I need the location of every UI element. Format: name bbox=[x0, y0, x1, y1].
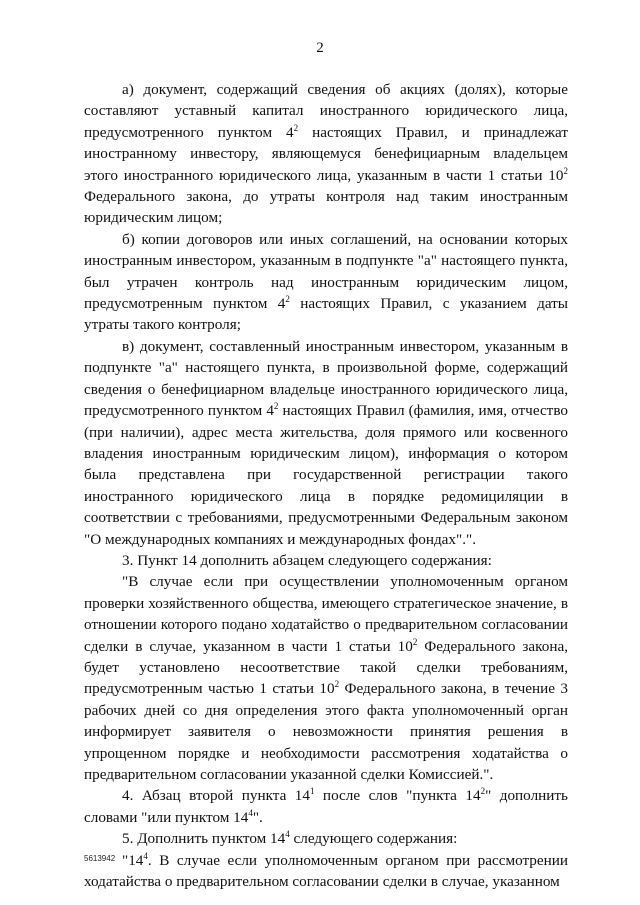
superscript: 2 bbox=[285, 294, 290, 305]
page-number: 2 bbox=[316, 40, 324, 56]
text-run: настоящих Правил, с указанием даты утраты такого контроля; bbox=[84, 295, 569, 334]
text-run: а) документ, содержащий сведения об акциях (долях), которые составляют уставный капитал иностранного юридического лица, предусмотренного пунктом 4 bbox=[84, 81, 568, 141]
superscript: 4 bbox=[248, 807, 253, 818]
text-run: Федерального закона, будет установлено несоответствие такой сделки требованиям, предусмотренным частью 1 статьи 10 bbox=[84, 637, 568, 698]
superscript: 2 bbox=[273, 401, 279, 412]
superscript: 4 bbox=[285, 829, 290, 840]
paragraph bbox=[84, 79, 568, 229]
superscript: 4 bbox=[143, 850, 148, 861]
superscript: 2 bbox=[480, 786, 486, 797]
superscript: 2 bbox=[412, 636, 418, 647]
text-run: 4. Абзац второй пункта 14 bbox=[122, 787, 310, 805]
text-run: ". bbox=[252, 808, 263, 826]
text-run: . В случае если уполномоченным органом при рассмотрении ходатайства о предварительном согласовании сделки в случае, указанном bbox=[84, 851, 568, 891]
paragraph bbox=[84, 550, 568, 571]
text-run: настоящих Правил, и принадлежат иностранному инвестору, являющемуся бенефициарным владельцем этого иностранного юридического лица, указанным в части 1 статьи 10 bbox=[84, 123, 568, 184]
text-run: " дополнить словами "или пунктом 14 bbox=[84, 787, 568, 826]
paragraph bbox=[84, 229, 568, 336]
paragraph bbox=[84, 850, 568, 893]
text-run: б) копии договоров или иных соглашений, на основании которых иностранным инвестором, указанным в подпункте "а" настоящего пункта, был утрачен контроль над иностранным юридическим лицом, предусмотренным пунктом 4 bbox=[84, 230, 568, 313]
text-run: после слов "пункта 14 bbox=[314, 787, 481, 805]
superscript: 2 bbox=[334, 679, 340, 690]
text-run: следующего содержания: bbox=[289, 830, 458, 848]
text-run: в) документ, составленный иностранным инвестором, указанным в подпункте "а" настоящего пункта, в произвольной форме, содержащий сведения о бенефициарном владельце иностранного юридического лица, предусмотренного пунктом 4 bbox=[84, 337, 568, 420]
paragraph bbox=[84, 785, 568, 828]
text-run: 5. Дополнить пунктом 14 bbox=[122, 830, 286, 848]
text-run: Федерального закона, в течение 3 рабочих дней со дня определения этого факта уполномоченный орган информирует заявителя о невозможности принятия решения в упрощенном порядке и необходимости рассмотрения ходатайства о предварительном согласовании указанной сделки Комиссией.". bbox=[84, 680, 568, 783]
document-body bbox=[84, 79, 568, 892]
paragraph bbox=[84, 571, 568, 785]
superscript: 2 bbox=[293, 122, 299, 133]
superscript: 1 bbox=[309, 786, 315, 797]
document-code: 5613942 bbox=[84, 854, 116, 863]
paragraph bbox=[84, 828, 568, 849]
text-run: настоящих Правил (фамилия, имя, отчество (при наличии), адрес места жительства, доля прямого или косвенного владения иностранным юридическим лицом), информация о котором была представлена при государственной регистрации такого иностранного юридического лица в порядке редомициляции в соответствии с требованиями, предусмотренными Федеральным законом "О международных компаниях и международных фондах".". bbox=[84, 402, 568, 548]
text-run: Федерального закона, до утраты контроля над таким иностранным юридическим лицом; bbox=[84, 188, 568, 227]
text-run: "14 bbox=[122, 851, 144, 869]
text-run: "В случае если при осуществлении уполномоченным органом проверки хозяйственного общества, имеющего стратегическое значение, в отношении которого подано ходатайство о предварительном согласовании сделки в случае, указанном в части 1 статьи 10 bbox=[84, 573, 568, 655]
text-run: 3. Пункт 14 дополнить абзацем следующего содержания: bbox=[122, 551, 492, 569]
superscript: 2 bbox=[563, 165, 568, 176]
paragraph bbox=[84, 336, 568, 550]
